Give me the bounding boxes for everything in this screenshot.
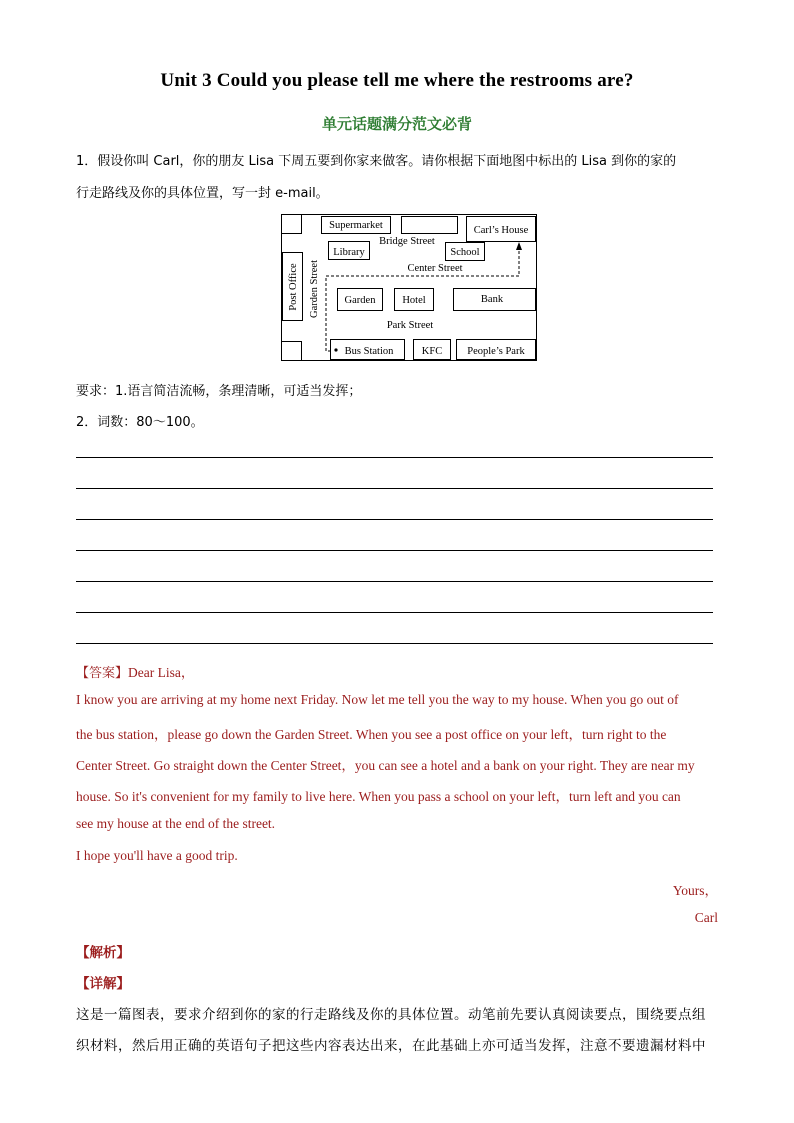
answer-body-line: I know you are arriving at my home next Friday. Now let me tell you the way to my house. When you go out of [76, 692, 679, 707]
answer-body-line: house. So it's convenient for my family to live here. When you pass a school on your left，turn left and you can [76, 789, 681, 804]
map-label-center-street: Center Street [407, 263, 463, 274]
analysis-line-1: 这是一篇图表，要求介绍到你的家的行走路线及你的具体位置。动笔前先要认真阅读要点，围绕要点组 [76, 1007, 706, 1023]
map-bus-station-dot [334, 348, 337, 351]
question-line-2: 行走路线及你的具体位置，写一封 e-mail。 [76, 186, 329, 201]
answer-body-line: the bus station，please go down the Garden Street. When you see a post office on your left，turn right to the [76, 727, 667, 742]
answer-tag: 【答案】 [76, 666, 129, 681]
answer-line [76, 612, 713, 613]
detail-heading: 【详解】 [76, 976, 130, 992]
question-line-1: 1．假设你叫 Carl，你的朋友 Lisa 下周五要到你家来做客。请你根据下面地图中标出的 Lisa 到你的家的 [76, 154, 677, 169]
page-title: Unit 3 Could you please tell me where the restrooms are? [160, 70, 634, 91]
map-top-blank-box [402, 217, 458, 234]
map-label-carls-house: Carl’s House [473, 225, 529, 236]
map-label-peoples-park: People’s Park [467, 346, 525, 357]
answer-greeting: Dear Lisa， [128, 665, 195, 680]
route-map [281, 214, 537, 361]
map-label-hotel: Hotel [402, 295, 426, 306]
map-label-bank: Bank [480, 294, 504, 305]
map-route-arrow [516, 242, 522, 250]
answer-line [76, 581, 713, 582]
map-label-garden: Garden [344, 295, 376, 306]
answer-line [76, 519, 713, 520]
answer-line [76, 488, 713, 489]
analysis-line-2: 织材料，然后用正确的英语句子把这些内容表达出来，在此基础上亦可适当发挥，注意不要遗漏材料中 [76, 1038, 706, 1054]
map-label-school: School [450, 247, 480, 258]
map-label-supermarket: Supermarket [329, 220, 383, 231]
requirement-2: 2．词数：80～100。 [76, 415, 204, 430]
answer-line [76, 457, 713, 458]
answer-line [76, 550, 713, 551]
analysis-heading: 【解析】 [76, 945, 130, 961]
answer-signature: Carl [694, 910, 718, 925]
map-label-library: Library [333, 247, 365, 258]
map-label-bridge-street: Bridge Street [379, 236, 435, 247]
map-label-bus-station: Bus Station [344, 346, 394, 357]
map-top-left-corner-box [282, 215, 302, 234]
answer-body-line: see my house at the end of the street. [76, 816, 276, 831]
map-label-kfc: KFC [421, 346, 443, 357]
map-label-park-street: Park Street [386, 320, 434, 331]
answer-yours: Yours， [672, 883, 718, 898]
answer-greeting-line [76, 661, 194, 681]
map-label-post-office: Post Office [288, 263, 299, 311]
answer-closing: I hope you'll have a good trip. [76, 848, 238, 863]
requirement-1: 要求：1.语言简洁流畅，条理清晰，可适当发挥； [76, 384, 362, 399]
answer-line [76, 643, 713, 644]
page-subtitle: 单元话题满分范文必背 [321, 115, 472, 133]
map-bottom-left-corner-box [282, 342, 302, 361]
map-label-garden-street: Garden Street [309, 259, 320, 319]
answer-body-line: Center Street. Go straight down the Center Street，you can see a hotel and a bank on your right. They are near my [76, 758, 695, 773]
